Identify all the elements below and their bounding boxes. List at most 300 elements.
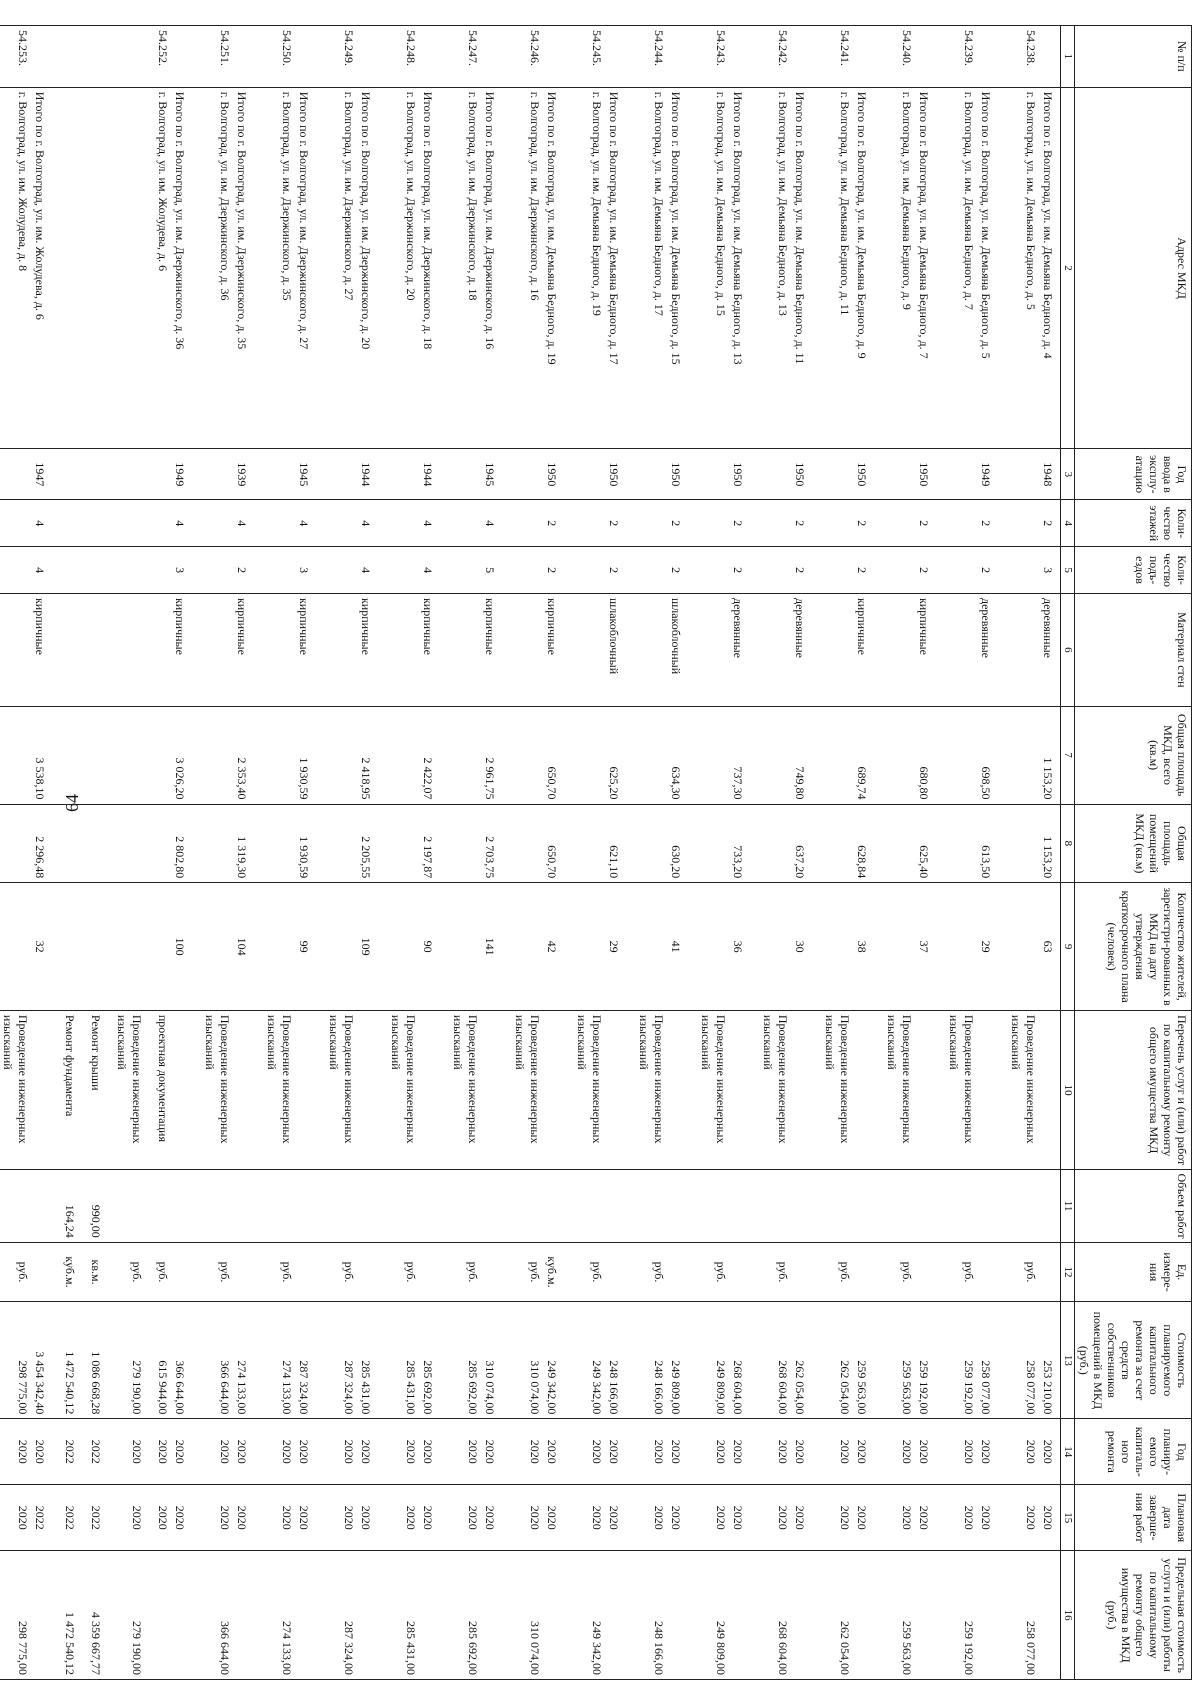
cell-volume: 164,24 — [52, 1170, 78, 1242]
total-row — [1039, 26, 1061, 1680]
cell-work: Ремонт фундамента — [52, 1010, 78, 1170]
cell-residents: 38 — [853, 883, 874, 1011]
cell-area-rooms — [0, 804, 31, 883]
total-row — [543, 26, 564, 1680]
cell-year: 1944 — [419, 449, 440, 500]
cell-limit: 287 324,00 — [316, 1551, 357, 1680]
cell-num: 54.248. — [378, 26, 419, 88]
cell-address: Итого по г. Волгоград, ул. им. Дзержинского, д. 20 — [357, 87, 378, 449]
cell-floors: 2 — [543, 500, 564, 547]
cell-floors — [874, 500, 915, 547]
cell-wall — [874, 593, 915, 706]
cell-work: Проведение инженерных изысканий — [440, 1010, 481, 1170]
total-row — [171, 26, 192, 1680]
header-cell: Количество жителей, зарегистри-рованных в МКД на дату утверждения краткосрочного плана (человек) — [1075, 883, 1192, 1011]
total-row — [605, 26, 626, 1680]
cell-work: Проведение инженерных изысканий — [936, 1010, 977, 1170]
cell-plan-year: 2020 — [481, 1419, 502, 1485]
cell-cost: 285 431,00 — [378, 1302, 419, 1419]
cell-end-year: 2020 — [998, 1485, 1039, 1551]
table-row — [874, 26, 915, 1680]
cell-year — [52, 449, 78, 500]
cell-year: 1948 — [1039, 449, 1061, 500]
cell-limit — [295, 1551, 316, 1680]
cell-limit: 259 563,00 — [874, 1551, 915, 1680]
cell-cost: 366 644,00 — [192, 1302, 233, 1419]
cell-entrances: 2 — [667, 547, 688, 594]
cell-volume — [667, 1170, 688, 1242]
cell-num: 54.240. — [874, 26, 915, 88]
cell-area-rooms: 733,20 — [729, 804, 750, 883]
table-row — [688, 26, 729, 1680]
cell-limit — [145, 1551, 171, 1680]
cell-limit — [667, 1551, 688, 1680]
cell-num: 54.246. — [502, 26, 543, 88]
cell-unit: руб. — [145, 1242, 171, 1302]
cell-work: Проведение инженерных изысканий — [812, 1010, 853, 1170]
cell-end-year: 2020 — [977, 1485, 998, 1551]
table-row — [936, 26, 977, 1680]
page-number: 64 — [62, 794, 82, 812]
cell-work — [853, 1010, 874, 1170]
total-row — [295, 26, 316, 1680]
cell-num — [543, 26, 564, 88]
cell-address — [52, 87, 78, 449]
cell-wall: кирпичные — [481, 593, 502, 706]
table-body — [0, 26, 1061, 1680]
cell-address: г. Волгоград, ул. им. Дзержинского, д. 18 — [440, 87, 481, 449]
column-number-row — [1061, 26, 1075, 1680]
cell-volume — [688, 1170, 729, 1242]
cell-year: 1950 — [915, 449, 936, 500]
cell-unit — [1039, 1242, 1061, 1302]
header-cell: Стоимость планируемого капитального ремонта за счет средств собственников помещений в МКД (руб.) — [1075, 1302, 1192, 1419]
cell-address: г. Волгоград, ул. им. Демьяна Бедного, д. 13 — [750, 87, 791, 449]
cell-floors — [78, 500, 104, 547]
cell-volume — [750, 1170, 791, 1242]
cell-wall: деревянные — [791, 593, 812, 706]
cell-wall — [0, 593, 31, 706]
cell-volume — [233, 1170, 254, 1242]
cell-end-year: 2020 — [853, 1485, 874, 1551]
cell-cost: 268 604,00 — [750, 1302, 791, 1419]
cell-volume — [295, 1170, 316, 1242]
cell-limit — [31, 1551, 52, 1680]
cell-area-rooms — [564, 804, 605, 883]
column-number: 16 — [1061, 1551, 1075, 1680]
cell-entrances: 3 — [295, 547, 316, 594]
cell-entrances: 4 — [31, 547, 52, 594]
cell-area-total: 680,80 — [915, 706, 936, 804]
cell-unit: куб.м. — [543, 1242, 564, 1302]
cell-num — [729, 26, 750, 88]
table-row — [812, 26, 853, 1680]
cell-unit — [791, 1242, 812, 1302]
cell-work — [915, 1010, 936, 1170]
cell-residents — [145, 883, 171, 1011]
cell-unit — [605, 1242, 626, 1302]
cell-area-rooms: 637,20 — [791, 804, 812, 883]
cell-year: 1947 — [31, 449, 52, 500]
cell-volume — [1039, 1170, 1061, 1242]
cell-num: 54.253. — [0, 26, 31, 88]
table-row — [316, 26, 357, 1680]
cell-end-year: 2020 — [874, 1485, 915, 1551]
cell-num — [233, 26, 254, 88]
cell-work: Проведение инженерных изысканий — [0, 1010, 31, 1170]
cell-address: Итого по г. Волгоград, ул. им. Дзержинского, д. 16 — [481, 87, 502, 449]
cell-area-rooms — [750, 804, 791, 883]
cell-plan-year: 2022 — [78, 1419, 104, 1485]
cell-year: 1944 — [357, 449, 378, 500]
cell-limit: 258 077,00 — [998, 1551, 1039, 1680]
cell-end-year: 2020 — [316, 1485, 357, 1551]
header-cell: Предельная стоимость услуги и (или) работы по капитальному ремонту общего имущества в МКД (руб.) — [1075, 1551, 1192, 1680]
cell-year — [192, 449, 233, 500]
cell-volume — [791, 1170, 812, 1242]
cell-address — [104, 87, 145, 449]
cell-year: 1950 — [667, 449, 688, 500]
cell-limit — [357, 1551, 378, 1680]
cell-year: 1949 — [171, 449, 192, 500]
cell-entrances — [145, 547, 171, 594]
cell-wall — [254, 593, 295, 706]
cell-end-year: 2020 — [254, 1485, 295, 1551]
table-row — [78, 26, 104, 1680]
cell-year: 1950 — [729, 449, 750, 500]
cell-plan-year: 2020 — [977, 1419, 998, 1485]
cell-wall — [192, 593, 233, 706]
cell-area-rooms — [502, 804, 543, 883]
cell-entrances — [440, 547, 481, 594]
cell-work: Проведение инженерных изысканий — [564, 1010, 605, 1170]
cell-end-year: 2020 — [729, 1485, 750, 1551]
cell-area-rooms: 625,40 — [915, 804, 936, 883]
cell-num: 54.252. — [145, 26, 171, 88]
cell-area-total — [998, 706, 1039, 804]
cell-cost: 3 454 342,40 — [31, 1302, 52, 1419]
table-row — [52, 26, 78, 1680]
column-number: 3 — [1061, 449, 1075, 500]
cell-end-year: 2020 — [543, 1485, 564, 1551]
cell-area-rooms — [378, 804, 419, 883]
column-number: 11 — [1061, 1170, 1075, 1242]
cell-wall — [812, 593, 853, 706]
cell-residents: 37 — [915, 883, 936, 1011]
header-cell: Год ввода в эксплу-атацию — [1075, 449, 1192, 500]
cell-area-total — [192, 706, 233, 804]
cell-cost: 249 809,00 — [667, 1302, 688, 1419]
cell-unit: куб.м. — [52, 1242, 78, 1302]
cell-area-rooms: 1 319,30 — [233, 804, 254, 883]
cell-residents — [254, 883, 295, 1011]
cell-plan-year: 2020 — [564, 1419, 605, 1485]
rotated-table-container — [1, 25, 1192, 1680]
cell-area-rooms — [626, 804, 667, 883]
cell-cost: 259 192,00 — [936, 1302, 977, 1419]
total-row — [667, 26, 688, 1680]
cell-wall: шлакоблочный — [605, 593, 626, 706]
cell-entrances: 3 — [1039, 547, 1061, 594]
cell-address: г. Волгоград, ул. им. Демьяна Бедного, д. 11 — [812, 87, 853, 449]
cell-plan-year: 2020 — [419, 1419, 440, 1485]
cell-plan-year: 2020 — [915, 1419, 936, 1485]
cell-cost: 285 692,00 — [440, 1302, 481, 1419]
cell-work: Проведение инженерных изысканий — [998, 1010, 1039, 1170]
cell-end-year: 2020 — [378, 1485, 419, 1551]
cell-entrances: 2 — [791, 547, 812, 594]
cell-wall — [440, 593, 481, 706]
cell-cost: 253 210,00 — [1039, 1302, 1061, 1419]
cell-num — [481, 26, 502, 88]
cell-plan-year: 2020 — [874, 1419, 915, 1485]
cell-end-year: 2020 — [750, 1485, 791, 1551]
cell-volume — [104, 1170, 145, 1242]
cell-plan-year: 2020 — [1039, 1419, 1061, 1485]
cell-area-rooms — [812, 804, 853, 883]
cell-address: г. Волгоград, ул. им. Демьяна Бедного, д. 9 — [874, 87, 915, 449]
cell-residents: 42 — [543, 883, 564, 1011]
cell-year — [254, 449, 295, 500]
cell-area-rooms: 650,70 — [543, 804, 564, 883]
cell-entrances — [78, 547, 104, 594]
cell-entrances: 2 — [853, 547, 874, 594]
cell-area-rooms: 621,10 — [605, 804, 626, 883]
cell-floors — [564, 500, 605, 547]
cell-address: Итого по г. Волгоград, ул. им. Демьяна Бедного, д. 11 — [791, 87, 812, 449]
cell-area-total — [874, 706, 915, 804]
cell-cost: 287 324,00 — [295, 1302, 316, 1419]
cell-end-year: 2020 — [1039, 1485, 1061, 1551]
column-number: 6 — [1061, 593, 1075, 706]
cell-volume — [419, 1170, 440, 1242]
cell-year — [145, 449, 171, 500]
cell-limit — [977, 1551, 998, 1680]
cell-area-total — [936, 706, 977, 804]
cell-address: Итого по г. Волгоград, ул. им. Демьяна Бедного, д. 4 — [1039, 87, 1061, 449]
cell-unit: руб. — [998, 1242, 1039, 1302]
cell-floors — [0, 500, 31, 547]
cell-floors: 4 — [357, 500, 378, 547]
cell-area-rooms: 2 802,80 — [171, 804, 192, 883]
cell-limit: 285 692,00 — [440, 1551, 481, 1680]
cell-end-year: 2020 — [192, 1485, 233, 1551]
cell-area-rooms: 2 197,87 — [419, 804, 440, 883]
table-row — [378, 26, 419, 1680]
cell-plan-year: 2020 — [171, 1419, 192, 1485]
column-number: 4 — [1061, 500, 1075, 547]
cell-limit — [1039, 1551, 1061, 1680]
cell-limit — [233, 1551, 254, 1680]
cell-floors: 2 — [667, 500, 688, 547]
cell-cost: 249 342,00 — [543, 1302, 564, 1419]
cell-entrances: 2 — [977, 547, 998, 594]
cell-floors: 2 — [915, 500, 936, 547]
cell-cost: 310 074,00 — [502, 1302, 543, 1419]
cell-area-total — [316, 706, 357, 804]
cell-floors — [440, 500, 481, 547]
cell-work — [295, 1010, 316, 1170]
cell-end-year: 2020 — [171, 1485, 192, 1551]
column-number: 13 — [1061, 1302, 1075, 1419]
cell-wall: кирпичные — [233, 593, 254, 706]
cell-unit: руб. — [378, 1242, 419, 1302]
table-row — [502, 26, 543, 1680]
header-cell: Материал стен — [1075, 593, 1192, 706]
cell-residents — [378, 883, 419, 1011]
cell-year: 1950 — [605, 449, 626, 500]
cell-area-rooms — [440, 804, 481, 883]
cell-year — [316, 449, 357, 500]
cell-plan-year: 2020 — [750, 1419, 791, 1485]
cell-residents — [998, 883, 1039, 1011]
cell-cost: 258 077,00 — [977, 1302, 998, 1419]
cell-volume — [605, 1170, 626, 1242]
cell-cost: 249 809,00 — [688, 1302, 729, 1419]
cell-area-total: 689,74 — [853, 706, 874, 804]
cell-residents — [936, 883, 977, 1011]
cell-num: 54.251. — [192, 26, 233, 88]
cell-entrances: 3 — [171, 547, 192, 594]
cell-work: Проведение инженерных изысканий — [626, 1010, 667, 1170]
cell-limit — [171, 1551, 192, 1680]
cell-work: Проведение инженерных изысканий — [502, 1010, 543, 1170]
cell-unit: руб. — [192, 1242, 233, 1302]
cell-num — [52, 26, 78, 88]
cell-volume — [564, 1170, 605, 1242]
cell-num — [357, 26, 378, 88]
cell-volume — [626, 1170, 667, 1242]
cell-address: Итого по г. Волгоград, ул. им. Дзержинского, д. 27 — [295, 87, 316, 449]
header-cell: Объем работ — [1075, 1170, 1192, 1242]
cell-residents: 29 — [605, 883, 626, 1011]
cell-unit — [667, 1242, 688, 1302]
column-number: 7 — [1061, 706, 1075, 804]
cell-address: Итого по г. Волгоград, ул. им. Жолудева, д. 6 — [31, 87, 52, 449]
cell-plan-year: 2020 — [104, 1419, 145, 1485]
cell-area-rooms: 628,84 — [853, 804, 874, 883]
cell-unit — [729, 1242, 750, 1302]
cell-entrances — [52, 547, 78, 594]
cell-end-year: 2020 — [357, 1485, 378, 1551]
cell-unit: руб. — [626, 1242, 667, 1302]
cell-volume — [192, 1170, 233, 1242]
cell-entrances — [0, 547, 31, 594]
cell-num: 54.244. — [626, 26, 667, 88]
header-cell: Год планиру-емого капиталь-ного ремонта — [1075, 1419, 1192, 1485]
cell-residents — [316, 883, 357, 1011]
cell-work: Ремонт крыши — [78, 1010, 104, 1170]
cell-year: 1950 — [791, 449, 812, 500]
cell-floors — [936, 500, 977, 547]
cell-limit: 249 342,00 — [564, 1551, 605, 1680]
cell-residents — [626, 883, 667, 1011]
cell-year — [378, 449, 419, 500]
cell-area-total — [52, 706, 78, 804]
cell-work: Проведение инженерных изысканий — [254, 1010, 295, 1170]
cell-residents: 32 — [31, 883, 52, 1011]
cell-num — [977, 26, 998, 88]
cell-wall — [626, 593, 667, 706]
cell-limit — [729, 1551, 750, 1680]
cell-year — [564, 449, 605, 500]
cell-cost: 259 192,00 — [915, 1302, 936, 1419]
cell-year — [502, 449, 543, 500]
cell-cost: 274 133,00 — [254, 1302, 295, 1419]
cell-area-total: 634,30 — [667, 706, 688, 804]
cell-cost: 262 054,00 — [791, 1302, 812, 1419]
cell-plan-year: 2020 — [192, 1419, 233, 1485]
cell-plan-year: 2020 — [0, 1419, 31, 1485]
cell-unit: руб. — [502, 1242, 543, 1302]
cell-cost: 287 324,00 — [316, 1302, 357, 1419]
cell-wall — [378, 593, 419, 706]
table-row — [626, 26, 667, 1680]
cell-year — [874, 449, 915, 500]
cell-limit: 1 472 540,12 — [52, 1551, 78, 1680]
cell-wall — [78, 593, 104, 706]
cell-cost: 1 472 540,12 — [52, 1302, 78, 1419]
cell-address: г. Волгоград, ул. им. Жолудева, д. 8 — [0, 87, 31, 449]
cell-entrances — [378, 547, 419, 594]
cell-plan-year: 2020 — [254, 1419, 295, 1485]
cell-area-total: 3 538,10 — [31, 706, 52, 804]
cell-entrances — [688, 547, 729, 594]
cell-wall: кирпичные — [915, 593, 936, 706]
cell-residents: 104 — [233, 883, 254, 1011]
cell-area-total: 3 026,20 — [171, 706, 192, 804]
cell-area-total: 698,50 — [977, 706, 998, 804]
cell-area-rooms — [874, 804, 915, 883]
cell-address: Итого по г. Волгоград, ул. им. Демьяна Бедного, д. 15 — [667, 87, 688, 449]
cell-area-rooms: 1 153,20 — [1039, 804, 1061, 883]
cell-limit — [791, 1551, 812, 1680]
cell-work — [171, 1010, 192, 1170]
cell-address: г. Волгоград, ул. им. Дзержинского, д. 35 — [254, 87, 295, 449]
cell-floors: 2 — [853, 500, 874, 547]
cell-year: 1945 — [295, 449, 316, 500]
cell-area-total: 650,70 — [543, 706, 564, 804]
table-row — [564, 26, 605, 1680]
cell-limit: 249 809,00 — [688, 1551, 729, 1680]
cell-residents: 29 — [977, 883, 998, 1011]
cell-year: 1945 — [481, 449, 502, 500]
cell-plan-year: 2020 — [378, 1419, 419, 1485]
cell-wall — [750, 593, 791, 706]
cell-end-year: 2020 — [564, 1485, 605, 1551]
cell-volume — [316, 1170, 357, 1242]
cell-num — [295, 26, 316, 88]
total-row — [31, 26, 52, 1680]
cell-volume — [998, 1170, 1039, 1242]
cell-area-total: 737,30 — [729, 706, 750, 804]
cell-num: 54.249. — [316, 26, 357, 88]
cell-wall: шлакоблочный — [667, 593, 688, 706]
cell-end-year: 2020 — [688, 1485, 729, 1551]
cell-num — [791, 26, 812, 88]
cell-unit: руб. — [688, 1242, 729, 1302]
cell-entrances — [564, 547, 605, 594]
cell-limit: 274 133,00 — [254, 1551, 295, 1680]
cell-area-total: 2 422,07 — [419, 706, 440, 804]
cell-limit: 298 775,00 — [0, 1551, 31, 1680]
cell-plan-year: 2020 — [626, 1419, 667, 1485]
column-number: 1 — [1061, 26, 1075, 88]
column-number: 14 — [1061, 1419, 1075, 1485]
cell-num: 54.242. — [750, 26, 791, 88]
cell-year — [688, 449, 729, 500]
cell-plan-year: 2020 — [729, 1419, 750, 1485]
